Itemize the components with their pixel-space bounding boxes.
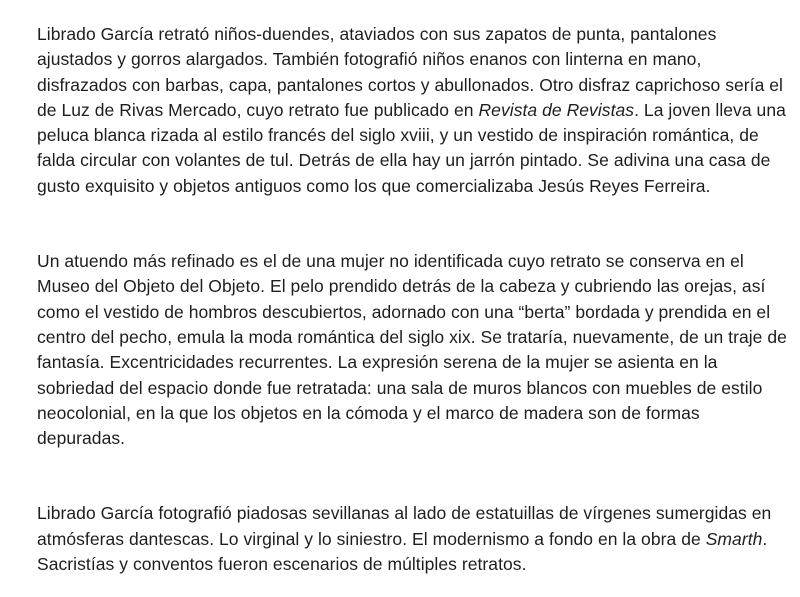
paragraph-1 (37, 22, 787, 199)
paragraph-3 (37, 501, 787, 577)
paragraph-1-text: Librado García retrató niños-duendes, ataviados con sus zapatos de punta, pantalones ajustados y gorros alargados. También fotografió niños enanos con linterna en mano, disfrazados con barbas, capa, pantalones cortos y abullonados. Otro disfraz caprichoso sería el de Luz de Rivas Mercado, cuyo retrato fue publicado en (37, 24, 783, 120)
paragraph-3-text: Librado García fotografió piadosas sevillanas al lado de estatuillas de vírgenes sumergidas en atmósferas dantescas. Lo virginal y lo siniestro. El modernismo a fondo en la obra de (37, 503, 772, 549)
paragraph-2-text: Un atuendo más refinado es el de una mujer no identificada cuyo retrato se conserva en el Museo del Objeto del Objeto. El pelo prendido detrás de la cabeza y cubriendo las orejas, así como el vestido de hombros descubiertos, adornado con una “berta” bordada y prendida en el centro del pecho, emula la moda romántica del siglo xix. Se trataría, nuevamente, de un traje de fantasía. Excentricidades recurrentes. La expresión serena de la mujer se asienta en la sobriedad del espacio donde fue retratada: una sala de muros blancos con muebles de estilo neocolonial, en la que los objetos en la cómoda y el marco de madera son de formas depuradas. (37, 251, 787, 449)
work-title-smarth: Smarth (705, 528, 763, 549)
paragraph-2 (37, 249, 787, 451)
paragraph-1-text-continued: . La joven lleva una peluca blanca rizada al estilo francés del siglo xviii, y un vestido de inspiración romántica, de falda circular con volantes de tul. Detrás de ella hay un jarrón pintado. Se adivina una casa de gusto exquisito y objetos antiguos como los que comercializaba Jesús Reyes Ferreira. (37, 99, 786, 196)
paragraph-3-text-continued: . Sacristías y conventos fueron escenarios de múltiples retratos. (37, 528, 768, 575)
magazine-title-revista-de-revistas: Revista de Revistas (478, 99, 635, 120)
article-body (37, 22, 787, 577)
